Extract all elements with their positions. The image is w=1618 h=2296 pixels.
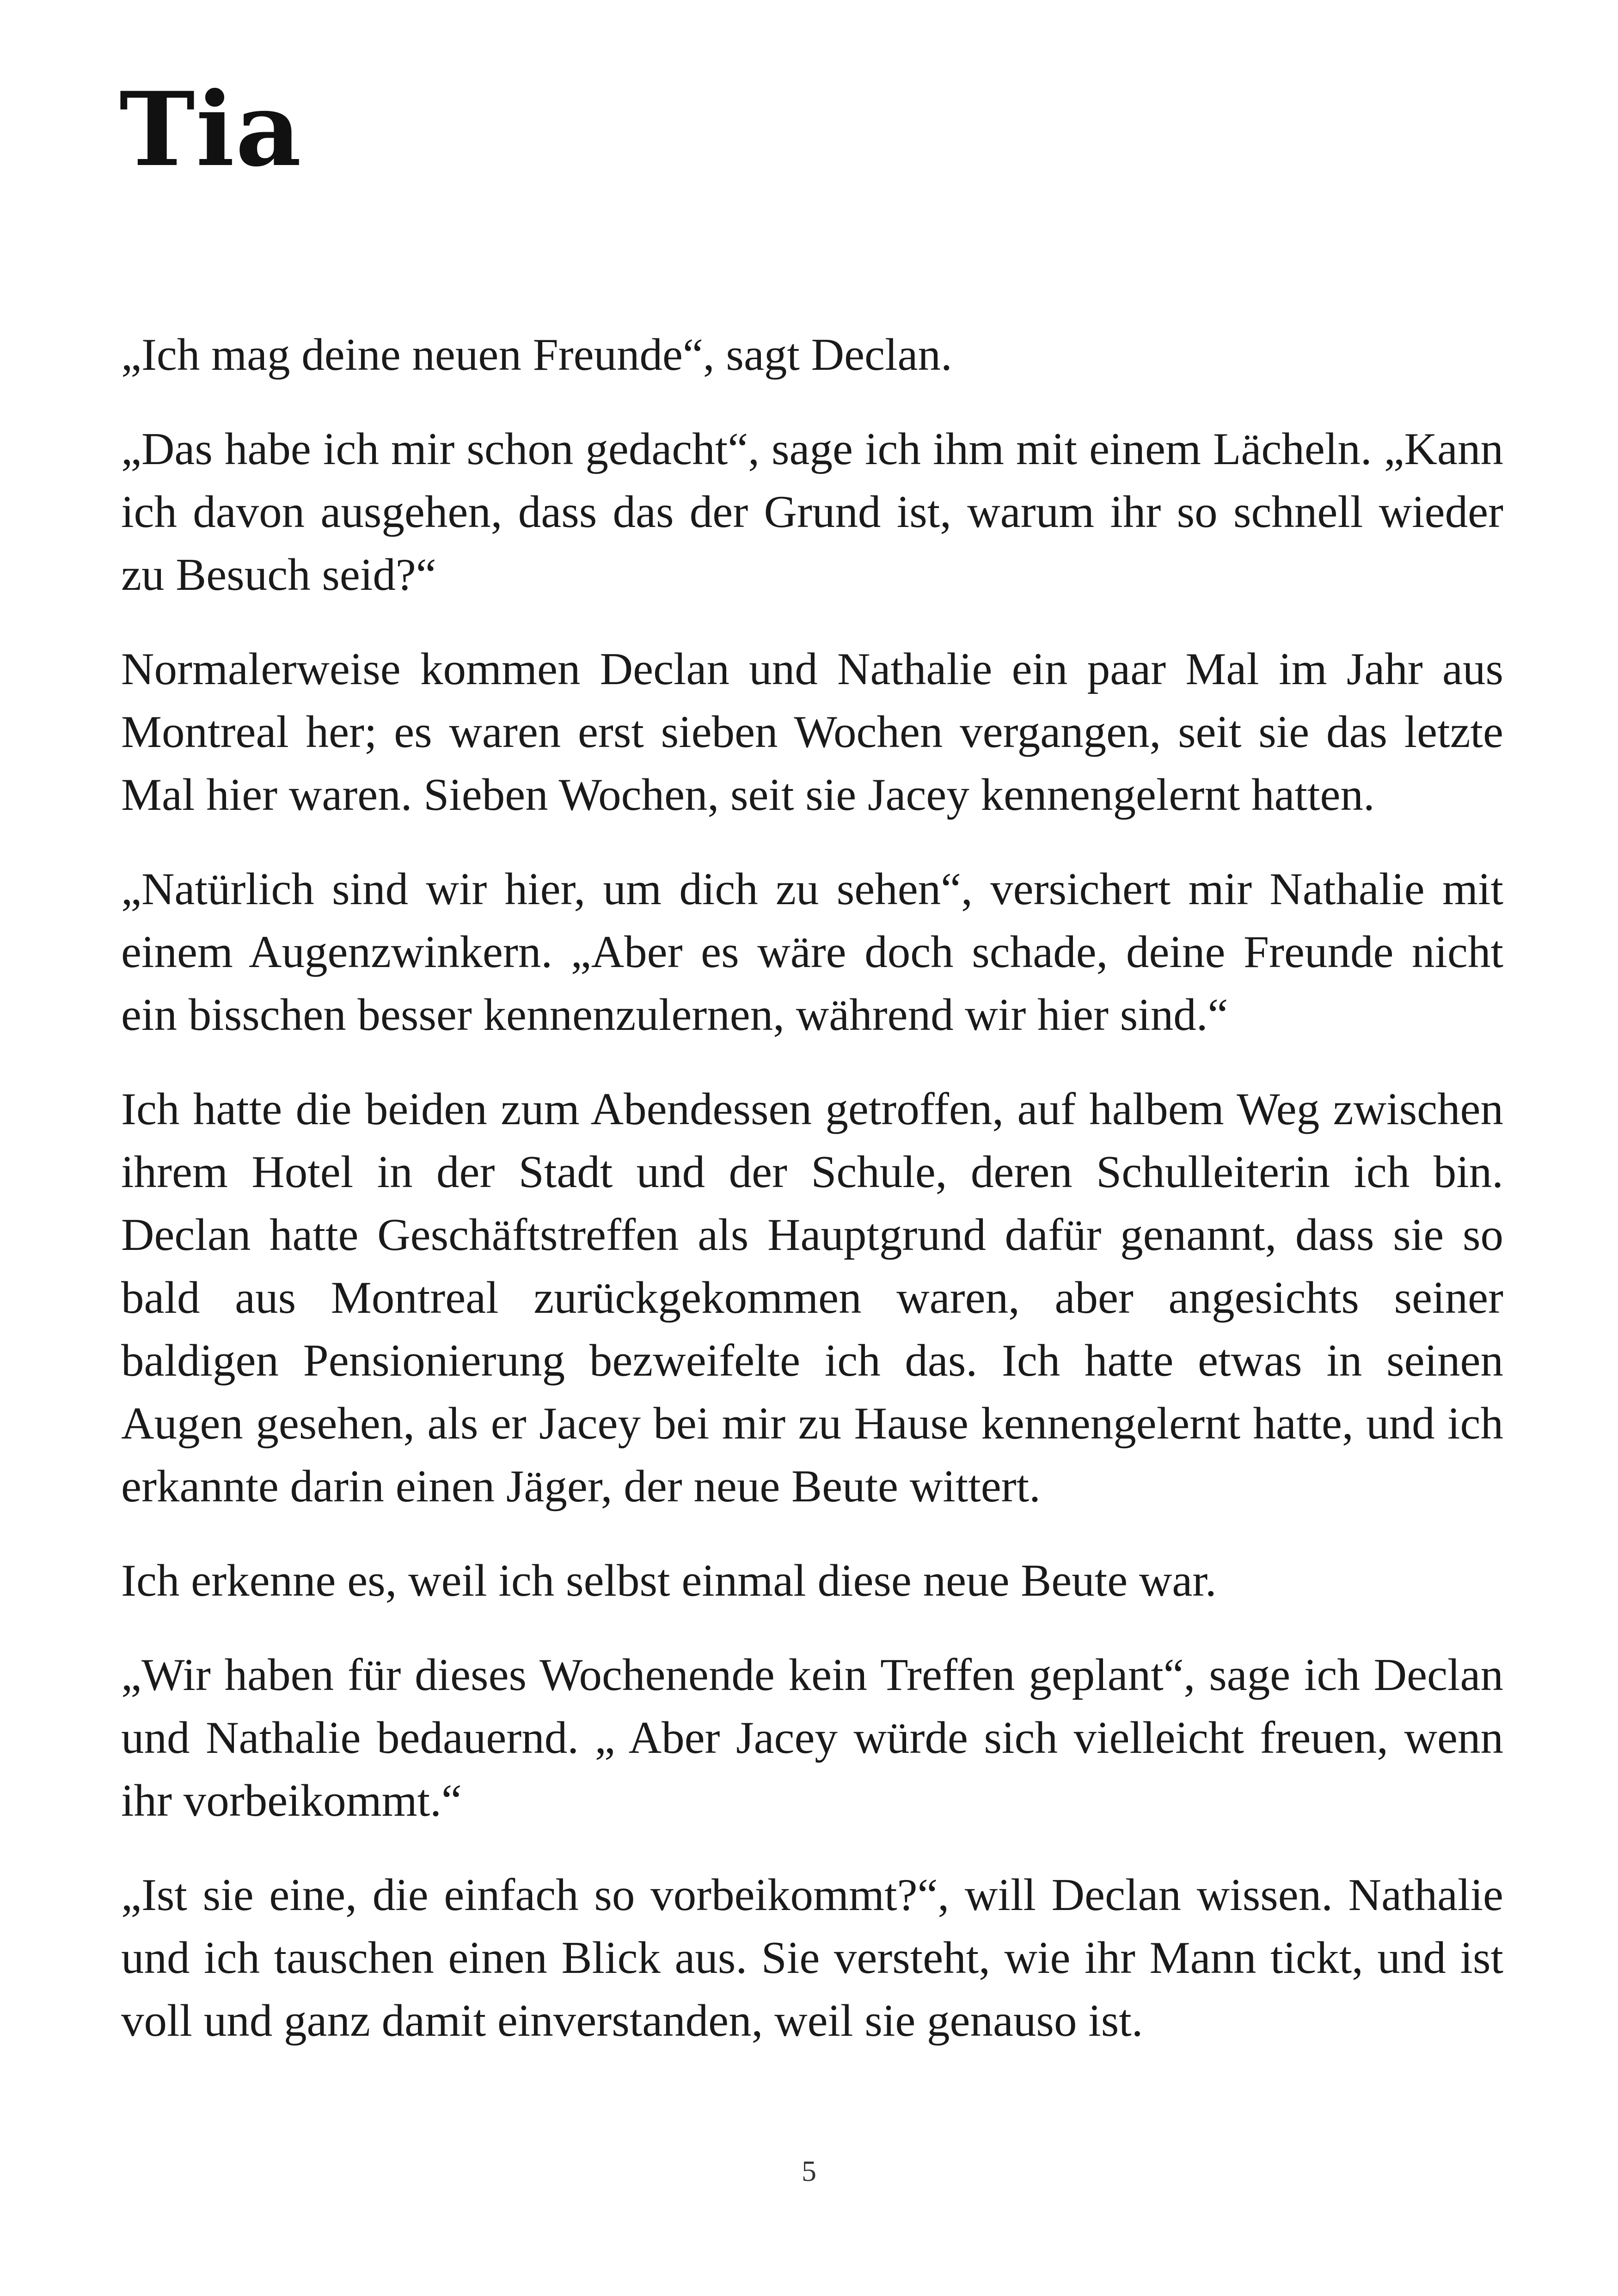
paragraph: „Wir haben für dieses Wochenende kein Treffen geplant“, sage ich Declan und Nathalie bedauernd. „ Aber Jacey würde sich vielleicht freuen, wenn ihr vorbeikommt.“: [121, 1650, 1503, 1826]
chapter-title: Tia: [119, 69, 302, 189]
paragraph: Ich erkenne es, weil ich selbst einmal diese neue Beute war.: [121, 1555, 1217, 1606]
paragraph: „Natürlich sind wir hier, um dich zu sehen“, versichert mir Nathalie mit einem Augenzwinkern. „Aber es wäre doch schade, deine Freunde nicht ein bisschen besser kennenzulernen, während wir hier sind.“: [121, 864, 1503, 1040]
paragraph: Ich hatte die beiden zum Abendessen getroffen, auf halbem Weg zwischen ihrem Hotel in der Stadt und der Schule, deren Schulleiterin ich bin. Declan hatte Geschäftstreffen als Hauptgrund dafür genannt, dass sie so bald aus Montreal zurückgekommen waren, aber angesichts seiner baldigen Pensionierung bezweifelte ich das. Ich hatte etwas in seinen Augen gesehen, als er Jacey bei mir zu Hause kennengelernt hatte, und ich erkannte darin einen Jäger, der neue Beute wittert.: [121, 1084, 1503, 1512]
paragraph: „Das habe ich mir schon gedacht“, sage ich ihm mit einem Lächeln. „Kann ich davon ausgehen, dass das der Grund ist, warum ihr so schnell wieder zu Besuch seid?“: [121, 424, 1503, 600]
chapter-body: [121, 324, 1503, 2084]
paragraph: „Ist sie eine, die einfach so vorbeikommt?“, will Declan wissen. Nathalie und ich tauschen einen Blick aus. Sie versteht, wie ihr Mann tickt, und ist voll und ganz damit einverstanden, weil sie genauso ist.: [121, 1870, 1503, 2046]
page-number: 5: [802, 2155, 816, 2187]
paragraph: „Ich mag deine neuen Freunde“, sagt Declan.: [121, 330, 952, 380]
paragraph: Normalerweise kommen Declan und Nathalie ein paar Mal im Jahr aus Montreal her; es waren erst sieben Wochen vergangen, seit sie das letzte Mal hier waren. Sieben Wochen, seit sie Jacey kennengelernt hatten.: [121, 644, 1503, 820]
